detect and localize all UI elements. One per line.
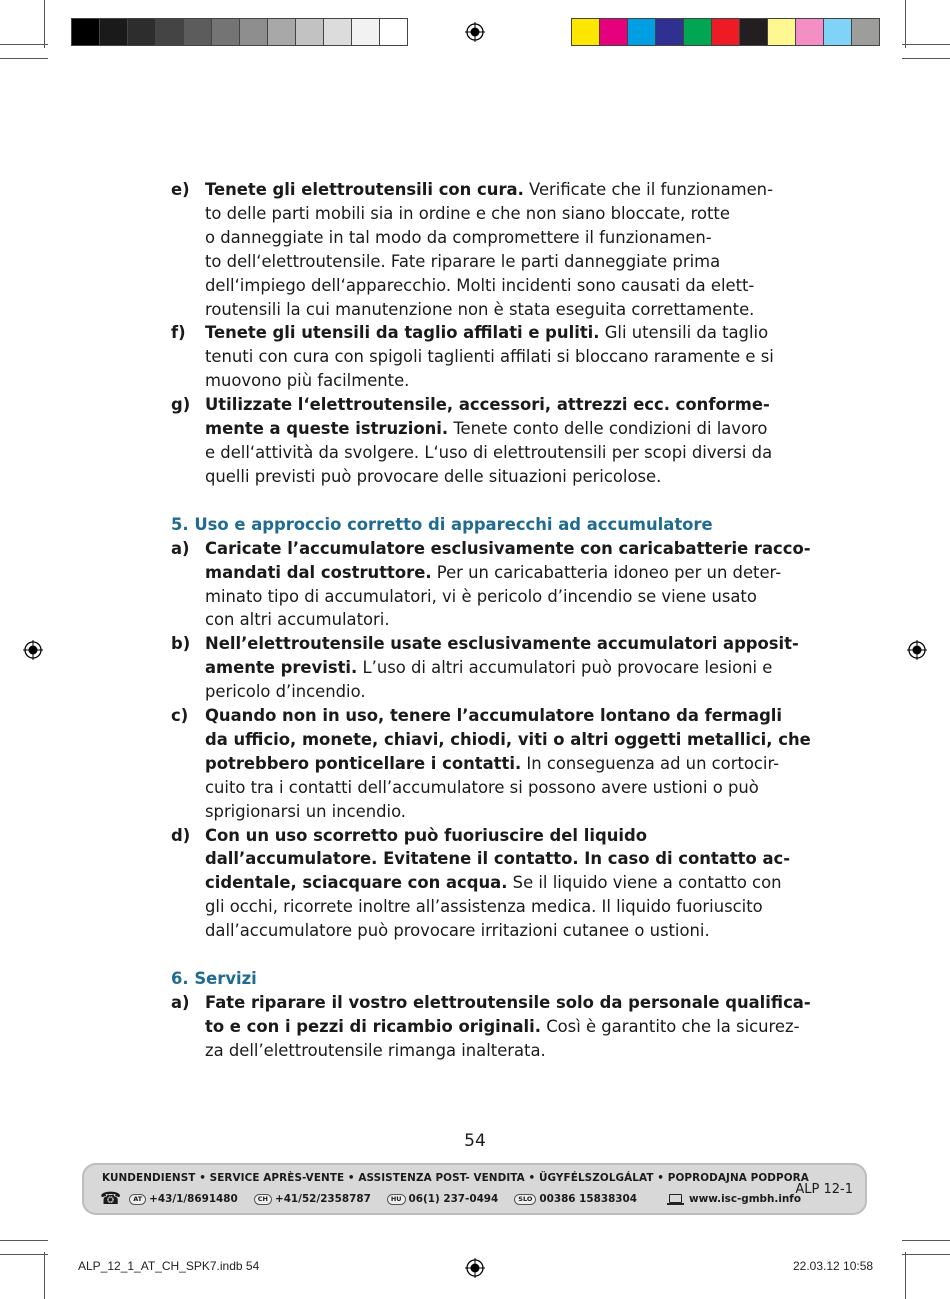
text-line — [205, 704, 811, 728]
crop-mark — [905, 1252, 906, 1299]
country-badge: AT — [129, 1194, 146, 1205]
item-marker: a) — [171, 538, 190, 558]
text-line — [205, 632, 799, 656]
regular-text: minato tipo di accumulatori, vi è pericolo d’incendio se viene usato — [205, 586, 757, 606]
bold-text: Nell’elettroutensile usate esclusivamente accumulatori apposit- — [205, 634, 799, 654]
bold-text: dall’accumulatore. Evitatene il contatto. In caso di contatto ac- — [205, 849, 791, 869]
color-swatch — [823, 18, 852, 46]
crop-mark — [0, 1254, 48, 1255]
text-line — [205, 1039, 811, 1063]
item-marker: a) — [171, 993, 190, 1012]
text-line — [205, 417, 781, 441]
color-swatch — [711, 18, 740, 46]
service-bar — [82, 1163, 867, 1215]
regular-text: gli occhi, ricorrete inoltre all’assistenza medica. Il liquido fuoriuscito — [205, 897, 763, 917]
manual-body — [171, 178, 811, 1063]
safety-items-group — [171, 178, 781, 489]
regular-text: In conseguenza ad un cortocir- — [521, 753, 780, 773]
regular-text: Tenete conto delle condizioni di lavoro — [448, 419, 768, 439]
phone-number: 00386 15838304 — [539, 1193, 637, 1205]
text-line — [205, 847, 790, 871]
text-line — [205, 1015, 811, 1039]
text-line — [205, 656, 799, 680]
text-line — [205, 274, 781, 298]
text-line — [205, 824, 790, 848]
date-slug: 22.03.12 10:58 — [793, 1259, 874, 1273]
website-link[interactable]: www.isc-gmbh.info — [689, 1193, 801, 1205]
regular-text: con altri accumulatori. — [205, 610, 390, 630]
regular-text: to dell‘elettroutensile. Fate riparare le parti danneggiate prima — [205, 251, 721, 271]
regular-text: tenuti con cura con spigoli taglienti affilati si bloccano raramente e si — [205, 347, 774, 367]
text-line — [205, 226, 781, 250]
color-swatch — [211, 18, 240, 46]
model-label: ALP 12-1 — [795, 1182, 853, 1197]
process-color-bar — [571, 18, 879, 46]
text-line — [205, 202, 781, 226]
text-line — [205, 321, 781, 345]
regular-text: routensili la cui manutenzione non è stata eseguita correttamente. — [205, 299, 755, 319]
list-item — [171, 991, 811, 1063]
bold-text: to e con i pezzi di ricambio originali. — [205, 1016, 541, 1036]
section-6-items — [171, 991, 811, 1063]
regular-text: muovono più facilmente. — [205, 371, 410, 391]
item-text — [205, 393, 781, 489]
item-text — [205, 991, 811, 1063]
list-item — [171, 178, 781, 321]
bold-text: Tenete gli utensili da taglio affilati e puliti. — [205, 323, 600, 343]
crop-mark — [44, 0, 45, 48]
service-contacts — [100, 1190, 801, 1208]
color-swatch — [739, 18, 768, 46]
color-swatch — [295, 18, 324, 46]
item-text — [205, 824, 790, 944]
regular-text: pericolo d’incendio. — [205, 682, 366, 702]
color-swatch — [99, 18, 128, 46]
registration-mark-icon — [465, 22, 485, 42]
regular-text: Se il liquido viene a contatto con — [507, 873, 782, 893]
section-5-items — [171, 537, 811, 943]
list-item — [171, 537, 811, 633]
color-swatch — [183, 18, 212, 46]
bold-text: potrebbero ponticellare i contatti. — [205, 753, 522, 773]
crop-mark — [0, 1240, 48, 1241]
crop-mark — [902, 58, 950, 59]
item-marker: f) — [171, 323, 186, 343]
color-swatch — [655, 18, 684, 46]
text-line — [205, 369, 781, 393]
color-swatch — [767, 18, 796, 46]
crop-mark — [905, 0, 906, 48]
telephone-icon: ☎ — [100, 1189, 122, 1209]
color-swatch — [851, 18, 880, 46]
item-marker: g) — [171, 395, 191, 415]
crop-mark — [0, 58, 48, 59]
text-line — [205, 680, 799, 704]
crop-mark — [902, 1254, 950, 1255]
regular-text: Per un caricabatteria idoneo per un deter- — [431, 562, 782, 582]
crop-mark — [0, 44, 48, 45]
bold-text: Fate riparare il vostro elettroutensile solo da personale qualifica- — [205, 993, 811, 1012]
regular-text: e dell‘attività da svolgere. L‘uso di elettroutensili per scopi diversi da — [205, 442, 773, 462]
color-swatch — [627, 18, 656, 46]
item-text — [205, 632, 799, 704]
crop-mark — [902, 1240, 950, 1241]
text-line — [205, 537, 811, 561]
color-swatch — [239, 18, 268, 46]
item-marker: e) — [171, 180, 190, 199]
text-line — [205, 776, 811, 800]
crop-mark — [902, 44, 950, 45]
text-line — [205, 752, 811, 776]
regular-text: Gli utensili da taglio — [599, 323, 769, 343]
color-swatch — [127, 18, 156, 46]
text-line — [205, 561, 811, 585]
phone-number: +41/52/2358787 — [274, 1193, 371, 1205]
color-swatch — [795, 18, 824, 46]
phone-number: 06(1) 237-0494 — [408, 1193, 499, 1205]
bold-text: Caricate l’accumulatore esclusivamente con caricabatterie racco- — [205, 538, 811, 558]
bold-text: Quando non in uso, tenere l’accumulatore lontano da fermagli — [205, 706, 783, 726]
text-line — [205, 298, 781, 322]
regular-text: dell‘impiego dell‘apparecchio. Molti incidenti sono causati da elett- — [205, 275, 755, 295]
regular-text: Verificate che il funzionamen- — [523, 180, 773, 199]
item-text — [205, 321, 781, 393]
color-swatch — [379, 18, 408, 46]
text-line — [205, 919, 790, 943]
text-line — [205, 991, 811, 1015]
regular-text: L’uso di altri accumulatori può provocare lesioni e — [357, 658, 773, 678]
text-line — [205, 871, 790, 895]
text-line — [205, 728, 811, 752]
bold-text: da ufficio, monete, chiavi, chiodi, viti o altri oggetti metallici, che — [205, 729, 811, 749]
list-item — [171, 704, 811, 824]
file-slug: ALP_12_1_AT_CH_SPK7.indb 54 — [78, 1259, 260, 1273]
color-swatch — [571, 18, 600, 46]
list-item — [171, 321, 781, 393]
bold-text: Utilizzate l‘elettroutensile, accessori, attrezzi ecc. conforme- — [205, 395, 770, 415]
regular-text: sprigionarsi un incendio. — [205, 801, 407, 821]
color-swatch — [155, 18, 184, 46]
item-marker: c) — [171, 706, 189, 726]
bold-text: Con un uso scorretto può fuoriuscire del liquido — [205, 825, 647, 845]
page-number: 54 — [464, 1131, 486, 1151]
text-line — [205, 250, 781, 274]
section-heading-5: 5. Uso e approccio corretto di apparecchi ad accumulatore — [171, 514, 713, 534]
bold-text: cidentale, sciacquare con acqua. — [205, 873, 508, 893]
item-text — [205, 178, 781, 321]
color-swatch — [267, 18, 296, 46]
registration-mark-icon — [907, 640, 927, 660]
text-line — [205, 178, 781, 202]
country-badge: SLO — [514, 1194, 536, 1205]
bold-text: mandati dal costruttore. — [205, 562, 432, 582]
list-item — [171, 393, 781, 489]
service-title: KUNDENDIENST • SERVICE APRÈS-VENTE • ASSISTENZA POST- VENDITA • ÜGYFÉLSZOLGÁLAT • POPRODAJNA PODPORA — [102, 1172, 809, 1184]
crop-mark — [44, 1252, 45, 1299]
color-swatch — [323, 18, 352, 46]
registration-mark-icon — [465, 1258, 485, 1278]
regular-text: to delle parti mobili sia in ordine e che non siano bloccate, rotte — [205, 203, 730, 223]
regular-text: quelli previsti può provocare delle situazioni pericolose. — [205, 466, 662, 486]
text-line — [205, 441, 781, 465]
color-swatch — [599, 18, 628, 46]
list-item — [171, 632, 799, 704]
text-line — [205, 393, 781, 417]
regular-text: cuito tra i contatti dell’accumulatore si possono avere ustioni o può — [205, 777, 759, 797]
regular-text: Così è garantito che la sicurez- — [541, 1016, 800, 1036]
bold-text: mente a queste istruzioni. — [205, 419, 449, 439]
laptop-icon — [667, 1194, 683, 1204]
item-text — [205, 537, 811, 633]
color-swatch — [351, 18, 380, 46]
country-badge: CH — [254, 1194, 272, 1205]
text-line — [205, 585, 811, 609]
regular-text: o danneggiate in tal modo da compromettere il funzionamen- — [205, 227, 712, 247]
text-line — [205, 800, 811, 824]
registration-mark-icon — [23, 640, 43, 660]
item-marker: b) — [171, 634, 191, 654]
bold-text: amente previsti. — [205, 658, 358, 678]
item-text — [205, 704, 811, 824]
section-heading-6: 6. Servizi — [171, 969, 257, 989]
regular-text: dall’accumulatore può provocare irritazioni cutanee o ustioni. — [205, 921, 710, 941]
regular-text: za dell’elettroutensile rimanga inalterata. — [205, 1040, 546, 1060]
text-line — [205, 895, 790, 919]
gray-color-bar — [71, 18, 407, 46]
item-marker: d) — [171, 825, 191, 845]
text-line — [205, 345, 781, 369]
text-line — [205, 465, 781, 489]
list-item — [171, 824, 791, 944]
text-line — [205, 608, 811, 632]
country-badge: HU — [387, 1194, 406, 1205]
color-swatch — [683, 18, 712, 46]
phone-number: +43/1/8691480 — [149, 1193, 238, 1205]
bold-text: Tenete gli elettroutensili con cura. — [205, 180, 524, 199]
color-swatch — [71, 18, 100, 46]
